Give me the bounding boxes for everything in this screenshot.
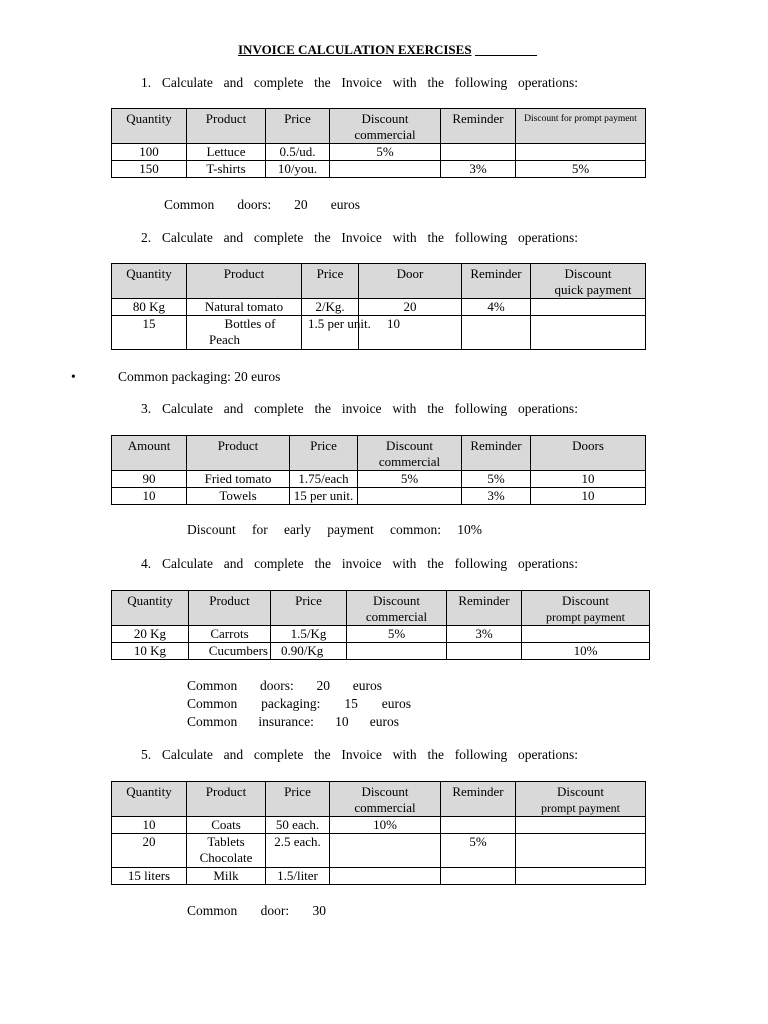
exercise-3-table — [111, 435, 646, 505]
table-row: 10 Towels 15 per unit. 3% 10 — [112, 488, 646, 505]
table-row: 80 Kg Natural tomato 2/Kg. 20 4% — [112, 299, 646, 316]
header-product: Product — [187, 264, 302, 299]
header-quantity: Quantity — [112, 109, 187, 144]
header-price: Price — [290, 436, 358, 471]
table-row: 10 Kg Cucumbers 0.90/Kg 10% — [112, 643, 650, 660]
exercise-1-table — [111, 108, 646, 178]
header-product: Product — [187, 436, 290, 471]
exercise-3-note: Discount for early payment common: 10% — [187, 522, 482, 537]
header-quantity: Quantity — [112, 782, 187, 817]
exercise-2-table — [111, 263, 646, 350]
exercise-5-table — [111, 781, 646, 885]
exercise-4-note-doors: Common doors: 20 euros — [187, 678, 382, 693]
header-price: Price — [302, 264, 359, 299]
header-price: Price — [266, 109, 330, 144]
header-discount-commercial: Discount commercial — [347, 591, 447, 626]
header-discount-quick-payment: Discount quick payment — [531, 264, 646, 299]
header-discount-prompt-payment: Discount prompt payment — [516, 782, 646, 817]
header-discount-commercial: Discount commercial — [358, 436, 462, 471]
table-row: 15 liters Milk 1.5/liter — [112, 868, 646, 885]
table-row: 90 Fried tomato 1.75/each 5% 5% 10 — [112, 471, 646, 488]
header-amount: Amount — [112, 436, 187, 471]
header-quantity: Quantity — [112, 264, 187, 299]
exercise-4-table — [111, 590, 650, 660]
exercise-5-instruction: 5. Calculate and complete the Invoice with the following operations: — [141, 747, 578, 762]
header-product: Product — [189, 591, 271, 626]
exercise-4-instruction: 4. Calculate and complete the invoice with the following operations: — [141, 556, 578, 571]
table-row: 20 Tablets Chocolate 2.5 each. 5% — [112, 834, 646, 868]
header-reminder: Reminder — [462, 264, 531, 299]
exercise-4-note-insurance: Common insurance: 10 euros — [187, 714, 399, 729]
header-reminder: Reminder — [441, 782, 516, 817]
table-row: 20 Kg Carrots 1.5/Kg 5% 3% — [112, 626, 650, 643]
header-quantity: Quantity — [112, 591, 189, 626]
exercise-1-instruction: 1. Calculate and complete the Invoice with the following operations: — [141, 75, 578, 90]
header-price: Price — [271, 591, 347, 626]
header-reminder: Reminder — [447, 591, 522, 626]
header-discount-prompt-payment: Discount for prompt payment — [516, 109, 646, 144]
table-header-row — [112, 264, 646, 299]
exercise-2-note: Common packaging: 20 euros — [118, 369, 281, 384]
header-discount-commercial: Discount commercial — [330, 782, 441, 817]
header-reminder: Reminder — [441, 109, 516, 144]
title-underline — [475, 55, 537, 56]
header-doors: Doors — [531, 436, 646, 471]
table-header-row — [112, 591, 650, 626]
exercise-1-note: Common doors: 20 euros — [164, 197, 360, 212]
table-row: 100 Lettuce 0.5/ud. 5% — [112, 144, 646, 161]
table-header-row — [112, 782, 646, 817]
table-header-row — [112, 109, 646, 144]
header-discount-prompt-payment: Discount prompt payment — [522, 591, 650, 626]
exercise-3-instruction: 3. Calculate and complete the invoice with the following operations: — [141, 401, 578, 416]
header-door: Door — [359, 264, 462, 299]
document-title: INVOICE CALCULATION EXERCISES — [238, 42, 472, 57]
table-row: 10 Coats 50 each. 10% — [112, 817, 646, 834]
header-discount-commercial: Discount commercial — [330, 109, 441, 144]
table-header-row — [112, 436, 646, 471]
table-row: 15 Bottles of Peach 1.5 per unit. 10 — [112, 316, 646, 350]
header-reminder: Reminder — [462, 436, 531, 471]
bullet-icon: • — [71, 369, 76, 384]
table-row: 150 T-shirts 10/you. 3% 5% — [112, 161, 646, 178]
header-product: Product — [187, 109, 266, 144]
exercise-2-instruction: 2. Calculate and complete the Invoice with the following operations: — [141, 230, 578, 245]
exercise-5-note: Common door: 30 — [187, 903, 326, 918]
header-price: Price — [266, 782, 330, 817]
exercise-4-note-packaging: Common packaging: 15 euros — [187, 696, 411, 711]
header-product: Product — [187, 782, 266, 817]
